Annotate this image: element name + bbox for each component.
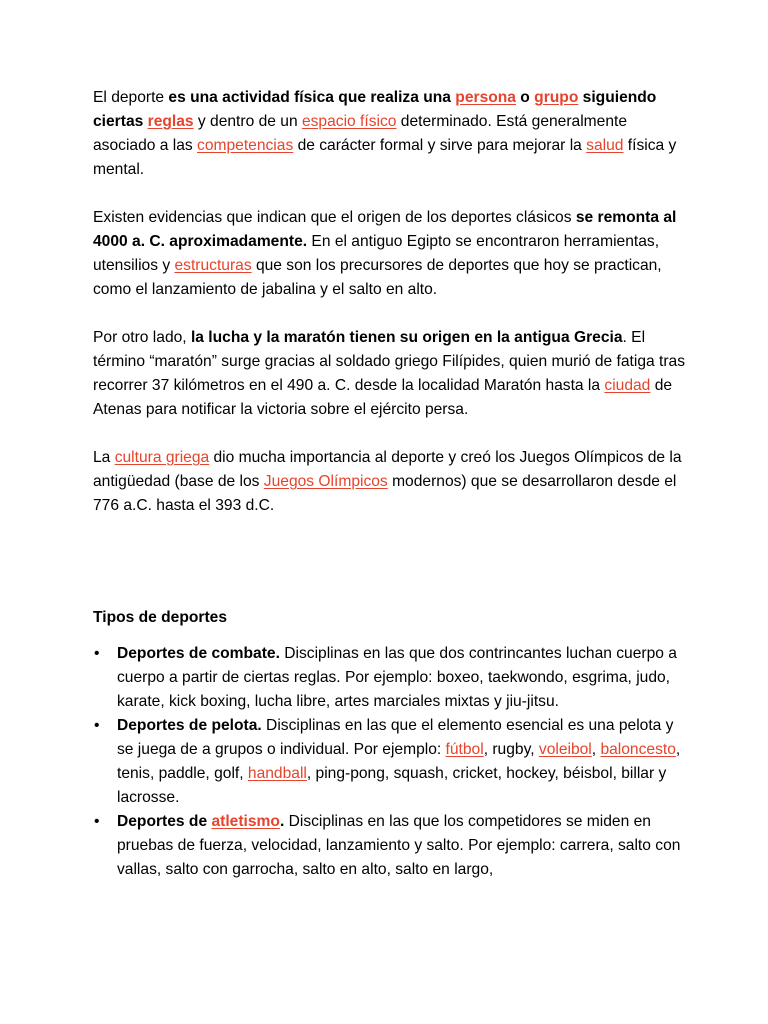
hyperlink[interactable]: cultura griega [114, 449, 210, 466]
bold-text: siguiendo ciertas [93, 89, 657, 130]
hyperlink[interactable]: atletismo [211, 813, 280, 830]
hyperlink[interactable]: reglas [147, 113, 194, 130]
text-run: El deporte [93, 89, 169, 106]
bullet-icon: • [94, 813, 100, 830]
text-run: Por otro lado, [93, 329, 191, 346]
text-run: dio mucha importancia al deporte y creó los Juegos Olímpicos de la antigüedad (base de los [93, 449, 682, 490]
text-run: Disciplinas en las que dos contrincantes luchan cuerpo a cuerpo a partir de ciertas reglas. Por ejemplo: boxeo, taekwondo, esgrima, judo, karate, kick boxing, lucha libre, artes marciales mixtas y jiu-jitsu. [117, 645, 677, 710]
bold-text: Deportes de pelota. [117, 717, 262, 734]
list-item [93, 642, 685, 714]
text-run: , rugby, [483, 741, 539, 758]
text-run: de carácter formal y sirve para mejorar la [293, 137, 587, 154]
text-run: modernos) que se desarrollaron desde el 776 a.C. hasta el 393 d.C. [93, 473, 677, 514]
hyperlink[interactable]: competencias [197, 137, 294, 154]
bold-text: Deportes de [117, 813, 212, 830]
hyperlink[interactable]: voleibol [538, 741, 592, 758]
bold-text: . [279, 813, 285, 830]
bold-text: se remonta al 4000 a. C. aproximadamente. [93, 209, 677, 250]
bold-text: o [515, 89, 535, 106]
text-run: que son los precursores de deportes que hoy se practican, como el lanzamiento de jabalina y el salto en alto. [93, 257, 662, 298]
hyperlink[interactable]: estructuras [174, 257, 252, 274]
text-run: determinado. Está generalmente asociado a las [93, 113, 628, 154]
list-item-text [117, 717, 680, 806]
hyperlink[interactable]: grupo [534, 89, 579, 106]
text-run: y dentro de un [193, 113, 302, 130]
document-body [93, 86, 685, 882]
text-run: La [93, 449, 115, 466]
hyperlink[interactable]: Juegos Olímpicos [263, 473, 388, 490]
list-item [93, 714, 685, 810]
hyperlink[interactable]: ciudad [604, 377, 651, 394]
text-run: . El término “maratón” surge gracias al soldado griego Filípides, quien murió de fatiga tras recorrer 37 kilómetros en el 490 a. C. desde la localidad Maratón hasta la [93, 329, 685, 394]
paragraph [93, 206, 685, 302]
text-run: En el antiguo Egipto se encontraron herramientas, utensilios y [93, 233, 660, 274]
text-run: Disciplinas en las que el elemento esencial es una pelota y se juega de a grupos o individual. Por ejemplo: [117, 717, 674, 758]
text-run: , ping-pong, squash, cricket, hockey, béisbol, billar y lacrosse. [117, 765, 667, 806]
bullet-icon: • [94, 645, 100, 662]
text-run: de Atenas para notificar la victoria sobre el ejército persa. [93, 377, 673, 418]
paragraph [93, 446, 685, 518]
hyperlink[interactable]: salud [586, 137, 624, 154]
sports-types-list [93, 642, 685, 882]
bold-text: Deportes de combate. [117, 645, 280, 662]
list-item-text [117, 813, 680, 878]
hyperlink[interactable]: persona [455, 89, 516, 106]
hyperlink[interactable]: fútbol [445, 741, 484, 758]
bold-text: es una actividad física que realiza una [168, 89, 456, 106]
bullet-icon: • [94, 717, 100, 734]
text-run: , [591, 741, 601, 758]
text-run: Disciplinas en las que los competidores se miden en pruebas de fuerza, velocidad, lanzamiento y salto. Por ejemplo: carrera, salto con vallas, salto con garrocha, salto en alto, salto en largo, [117, 813, 681, 878]
spacer [93, 542, 685, 606]
text-run: , tenis, paddle, golf, [117, 741, 681, 782]
bold-text: la lucha y la maratón tienen su origen en la antigua Grecia [190, 329, 623, 346]
hyperlink[interactable]: handball [247, 765, 307, 782]
section-heading: Tipos de deportes [93, 609, 228, 626]
list-item-text [117, 645, 677, 710]
paragraph [93, 86, 685, 182]
paragraph [93, 326, 685, 422]
text-run: Existen evidencias que indican que el origen de los deportes clásicos [93, 209, 576, 226]
list-item [93, 810, 685, 882]
text-run: física y mental. [93, 137, 677, 178]
hyperlink[interactable]: espacio físico [301, 113, 397, 130]
hyperlink[interactable]: baloncesto [600, 741, 676, 758]
